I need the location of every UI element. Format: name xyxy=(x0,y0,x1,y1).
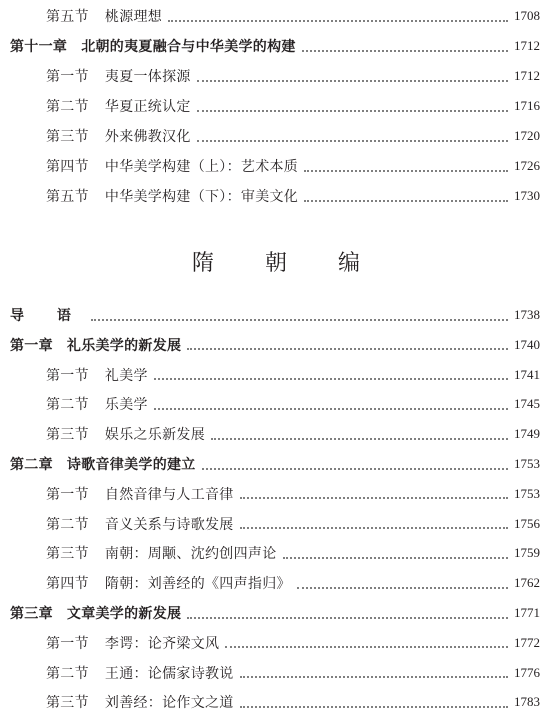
dot-leader xyxy=(240,675,508,678)
dot-leader xyxy=(240,705,508,708)
toc-entry-number: 第一节 xyxy=(46,367,89,384)
toc-entry-number: 第三节 xyxy=(46,129,89,145)
toc-section-entry xyxy=(0,688,554,716)
toc-entry-number: 第二章 xyxy=(10,457,53,473)
dot-leader xyxy=(197,139,508,142)
toc-entry-title: 中华美学构建（上）：艺术本质 xyxy=(104,159,299,175)
toc-entry-label xyxy=(46,186,298,206)
toc-entry-label xyxy=(46,514,234,534)
toc-entry-label xyxy=(46,424,205,444)
toc-entry-title: 刘善经：论作文之道 xyxy=(104,695,234,712)
toc-entry-title: 外来佛教汉化 xyxy=(104,129,191,145)
toc-entry-number: 第三节 xyxy=(46,695,89,712)
toc-entry-label xyxy=(46,6,162,26)
toc-page-number: 1783 xyxy=(514,694,540,710)
toc-entry-label xyxy=(46,96,191,116)
toc-entry-title: 文章美学的新发展 xyxy=(66,606,182,622)
toc-entry-label xyxy=(10,454,196,474)
toc-entry-number: 第五节 xyxy=(46,189,89,205)
toc-chapter-entry xyxy=(0,32,554,60)
toc-entry-number: 第二节 xyxy=(46,99,89,115)
toc-page-number: 1749 xyxy=(514,426,540,442)
dot-leader xyxy=(240,496,508,499)
toc-entry-title: 桃源理想 xyxy=(104,9,163,25)
toc-entry-label xyxy=(46,394,148,414)
toc-chapter-entry xyxy=(0,599,554,627)
toc-page-number: 1740 xyxy=(514,336,540,352)
toc-entry-number: 第三章 xyxy=(10,606,53,622)
dot-leader xyxy=(240,526,508,529)
toc-page-number: 1776 xyxy=(514,664,540,680)
toc-entry-title: 隋朝：刘善经的《四声指归》 xyxy=(104,576,291,593)
toc-page-number: 1730 xyxy=(514,188,540,203)
toc-entry-label xyxy=(46,692,234,712)
toc-entry-label xyxy=(46,365,148,385)
toc-entry-label xyxy=(46,543,277,563)
toc-entry-number: 第二节 xyxy=(46,516,89,533)
toc-section-entry xyxy=(0,122,554,150)
toc-entry-label xyxy=(10,603,181,623)
toc-section-entry xyxy=(0,659,554,687)
dot-leader xyxy=(283,556,508,559)
toc-entry-label xyxy=(46,66,191,86)
toc-page-number: 1753 xyxy=(514,485,540,501)
toc-entry-title: 北朝的夷夏融合与中华美学的构建 xyxy=(81,39,296,55)
toc-entry-number: 第一章 xyxy=(10,337,53,354)
toc-entry-label xyxy=(46,633,219,653)
toc-entry-label xyxy=(10,36,296,56)
dot-leader xyxy=(225,645,508,648)
toc-section-entry xyxy=(0,182,554,210)
dot-leader xyxy=(91,318,508,321)
toc-section-entry xyxy=(0,539,554,567)
toc-page-number: 1712 xyxy=(514,68,540,83)
toc-entry-title: 李谔：论齐梁文风 xyxy=(104,635,220,652)
toc-entry-title: 礼美学 xyxy=(104,367,148,384)
toc-chapter-entry xyxy=(0,301,554,329)
toc-page-number: 1771 xyxy=(514,605,540,620)
toc-entry-number: 第二节 xyxy=(46,397,89,414)
dot-leader xyxy=(154,407,508,410)
toc-entry-title: 娱乐之乐新发展 xyxy=(104,427,206,444)
toc-entry-number: 第四节 xyxy=(46,576,89,593)
toc-entry-number: 第三节 xyxy=(46,427,89,444)
toc-entry-label xyxy=(46,573,291,593)
toc-section-entry xyxy=(0,62,554,90)
toc-entry-number: 第一节 xyxy=(46,635,89,652)
toc-page-number: 1759 xyxy=(514,545,540,561)
toc-section-entry xyxy=(0,629,554,657)
toc-entry-number: 导 语 xyxy=(10,308,85,324)
toc-section-entry xyxy=(0,390,554,418)
part-title: 隋 朝 编 xyxy=(192,251,382,276)
toc-page-number: 1720 xyxy=(514,128,540,143)
toc-entry-number: 第五节 xyxy=(46,9,89,25)
toc-entry-title: 自然音律与人工音律 xyxy=(104,486,234,503)
toc-section-entry xyxy=(0,92,554,120)
toc-entry-number: 第十一章 xyxy=(10,39,68,55)
dot-leader xyxy=(211,437,508,440)
toc-entry-label xyxy=(10,305,85,325)
toc-chapter-entry xyxy=(0,331,554,359)
toc-section-entry xyxy=(0,480,554,508)
toc-page-number: 1726 xyxy=(514,158,540,173)
toc-section-entry xyxy=(0,510,554,538)
dot-leader xyxy=(197,109,508,112)
toc-section-entry xyxy=(0,569,554,597)
toc-section-entry xyxy=(0,361,554,389)
toc-page-number: 1708 xyxy=(514,8,540,23)
toc-page-number: 1716 xyxy=(514,98,540,113)
toc-page-number: 1756 xyxy=(514,515,540,531)
toc-entry-title: 华夏正统认定 xyxy=(104,99,191,115)
toc-entry-title: 乐美学 xyxy=(104,397,148,414)
toc-entry-label xyxy=(46,126,191,146)
toc-entry-number: 第三节 xyxy=(46,546,89,563)
toc-entry-number: 第四节 xyxy=(46,159,89,175)
toc-page-number: 1772 xyxy=(514,634,540,650)
toc-entry-title: 中华美学构建（下）：审美文化 xyxy=(104,189,299,205)
dot-leader xyxy=(187,347,508,350)
dot-leader xyxy=(187,616,508,619)
toc-entry-number: 第一节 xyxy=(46,486,89,503)
toc-entry-label xyxy=(10,335,181,355)
toc-section-entry xyxy=(0,152,554,180)
toc-entry-title: 夷夏一体探源 xyxy=(104,69,191,85)
toc-page-number: 1738 xyxy=(514,307,540,322)
toc-page-number: 1762 xyxy=(514,575,540,591)
toc-section-entry xyxy=(0,2,554,30)
toc-page-number: 1741 xyxy=(514,366,540,382)
toc-entry-title: 南朝：周颙、沈约创四声论 xyxy=(104,546,277,563)
toc-entry-number: 第二节 xyxy=(46,665,89,682)
toc-chapter-entry xyxy=(0,450,554,478)
toc-page-number: 1753 xyxy=(514,456,540,471)
toc-entry-label xyxy=(46,156,298,176)
dot-leader xyxy=(297,586,508,589)
toc-section-entry xyxy=(0,420,554,448)
dot-leader xyxy=(154,377,508,380)
dot-leader xyxy=(302,49,508,52)
toc-page-number: 1745 xyxy=(514,396,540,412)
toc-entry-title: 礼乐美学的新发展 xyxy=(66,337,182,354)
toc-entry-number: 第一节 xyxy=(46,69,89,85)
dot-leader xyxy=(202,467,508,470)
dot-leader xyxy=(197,79,508,82)
toc-entry-title: 王通：论儒家诗教说 xyxy=(104,665,234,682)
dot-leader xyxy=(304,199,508,202)
toc-entry-label xyxy=(46,663,234,683)
toc-entry-title: 诗歌音律美学的建立 xyxy=(66,457,196,473)
dot-leader xyxy=(304,169,508,172)
toc-entry-label xyxy=(46,484,234,504)
toc-entry-title: 音义关系与诗歌发展 xyxy=(104,516,234,533)
dot-leader xyxy=(168,19,508,22)
toc-page-number: 1712 xyxy=(514,38,540,53)
